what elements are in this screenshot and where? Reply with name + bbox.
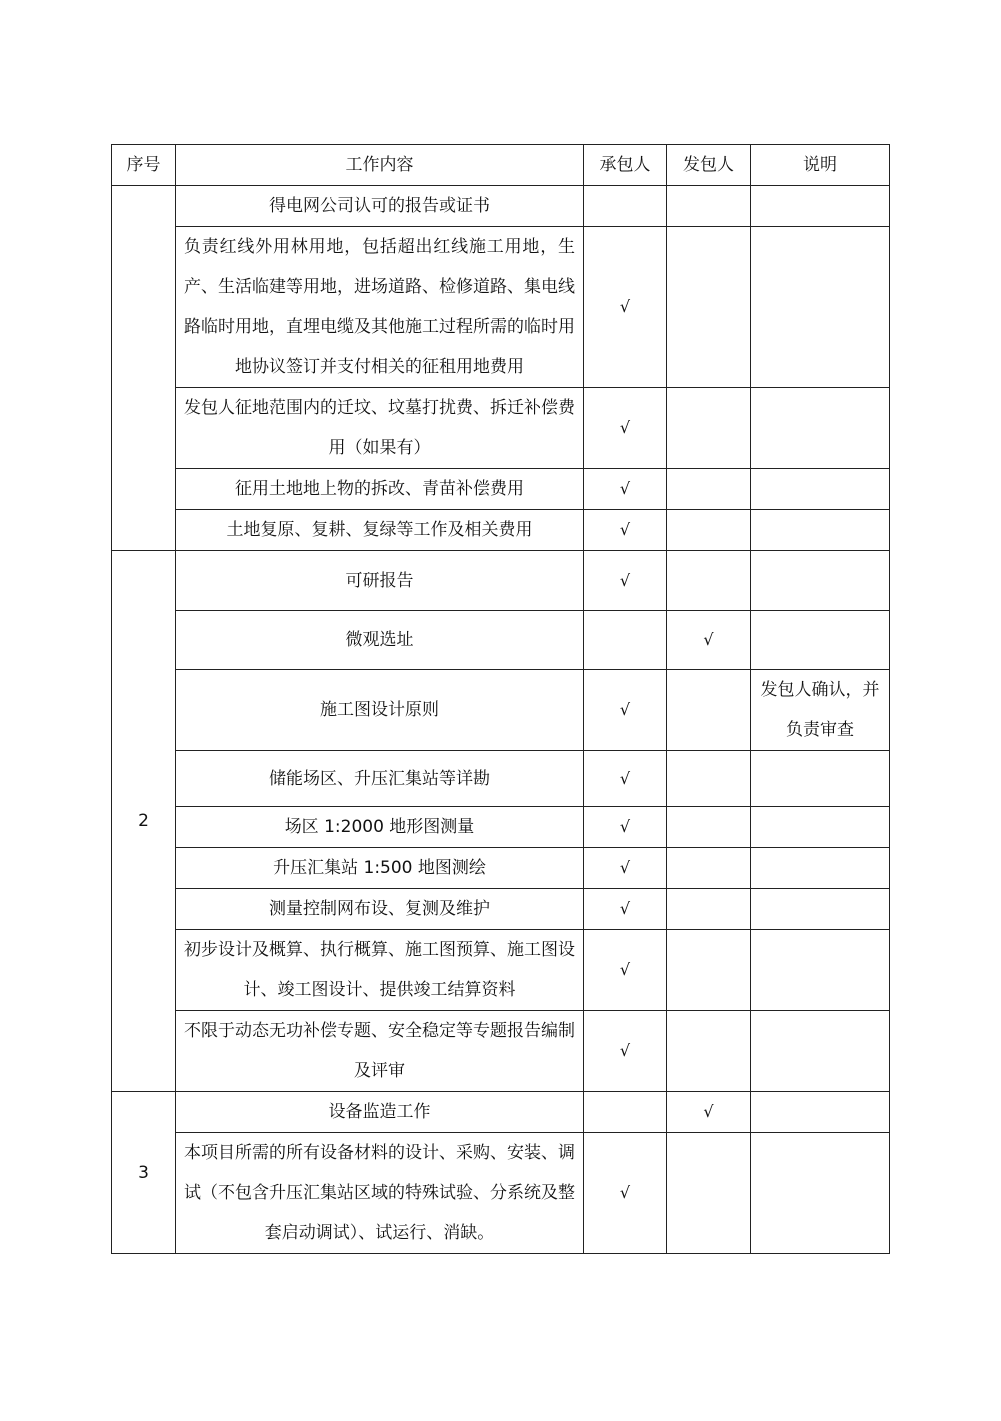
work-content-cell: 设备监造工作 [176, 1092, 584, 1133]
contractor-mark-cell: √ [584, 889, 667, 930]
work-content-cell: 微观选址 [176, 611, 584, 670]
work-content-cell: 不限于动态无功补偿专题、安全稳定等专题报告编制及评审 [176, 1011, 584, 1092]
employer-mark-cell [667, 807, 751, 848]
table-row [112, 227, 890, 388]
contractor-mark-cell: √ [584, 848, 667, 889]
contractor-mark-cell: √ [584, 510, 667, 551]
note-cell [751, 807, 890, 848]
contractor-mark-cell: √ [584, 388, 667, 469]
note-cell: 发包人确认，并负责审查 [751, 670, 890, 751]
work-content-cell: 负责红线外用林用地，包括超出红线施工用地，生产、生活临建等用地，进场道路、检修道路、集电线路临时用地，直埋电缆及其他施工过程所需的临时用地协议签订并支付相关的征租用地费用 [176, 227, 584, 388]
work-content-cell: 可研报告 [176, 551, 584, 611]
employer-mark-cell [667, 551, 751, 611]
table-row [112, 510, 890, 551]
employer-mark-cell [667, 1133, 751, 1254]
work-content-cell: 测量控制网布设、复测及维护 [176, 889, 584, 930]
contractor-mark-cell: √ [584, 551, 667, 611]
employer-mark-cell [667, 186, 751, 227]
work-content-cell: 发包人征地范围内的迁坟、坟墓打扰费、拆迁补偿费用（如果有） [176, 388, 584, 469]
note-cell [751, 889, 890, 930]
header-employer: 发包人 [667, 145, 751, 186]
employer-mark-cell [667, 848, 751, 889]
employer-mark-cell: √ [667, 1092, 751, 1133]
note-cell [751, 848, 890, 889]
contractor-mark-cell: √ [584, 930, 667, 1011]
employer-mark-cell [667, 510, 751, 551]
employer-mark-cell: √ [667, 611, 751, 670]
employer-mark-cell [667, 889, 751, 930]
contractor-mark-cell [584, 1092, 667, 1133]
note-cell [751, 611, 890, 670]
contractor-mark-cell [584, 186, 667, 227]
table-row [112, 848, 890, 889]
employer-mark-cell [667, 670, 751, 751]
contractor-mark-cell: √ [584, 1011, 667, 1092]
note-cell [751, 388, 890, 469]
group-number-cell: 3 [112, 1092, 176, 1254]
table-row [112, 551, 890, 611]
employer-mark-cell [667, 751, 751, 807]
contractor-mark-cell: √ [584, 469, 667, 510]
note-cell [751, 186, 890, 227]
work-content-cell: 得电网公司认可的报告或证书 [176, 186, 584, 227]
employer-mark-cell [667, 469, 751, 510]
table-row [112, 388, 890, 469]
employer-mark-cell [667, 930, 751, 1011]
contractor-mark-cell: √ [584, 751, 667, 807]
table-row [112, 751, 890, 807]
note-cell [751, 1011, 890, 1092]
note-cell [751, 510, 890, 551]
note-cell [751, 227, 890, 388]
header-row [112, 145, 890, 186]
table-row [112, 930, 890, 1011]
group-number-cell: 2 [112, 551, 176, 1092]
contractor-mark-cell: √ [584, 670, 667, 751]
employer-mark-cell [667, 227, 751, 388]
work-content-cell: 征用土地地上物的拆改、青苗补偿费用 [176, 469, 584, 510]
table-row [112, 670, 890, 751]
header-note: 说明 [751, 145, 890, 186]
employer-mark-cell [667, 388, 751, 469]
contractor-mark-cell [584, 611, 667, 670]
work-scope-table [111, 144, 890, 1254]
note-cell [751, 930, 890, 1011]
note-cell [751, 551, 890, 611]
header-content: 工作内容 [176, 145, 584, 186]
table-row [112, 1011, 890, 1092]
work-content-cell: 场区 1:2000 地形图测量 [176, 807, 584, 848]
contractor-mark-cell: √ [584, 1133, 667, 1254]
work-content-cell: 储能场区、升压汇集站等详勘 [176, 751, 584, 807]
group-number-cell [112, 186, 176, 551]
contractor-mark-cell: √ [584, 807, 667, 848]
work-content-cell: 升压汇集站 1:500 地图测绘 [176, 848, 584, 889]
header-no: 序号 [112, 145, 176, 186]
work-content-cell: 初步设计及概算、执行概算、施工图预算、施工图设计、竣工图设计、提供竣工结算资料 [176, 930, 584, 1011]
note-cell [751, 1133, 890, 1254]
note-cell [751, 469, 890, 510]
table-row [112, 1133, 890, 1254]
note-cell [751, 751, 890, 807]
table-row [112, 469, 890, 510]
note-cell [751, 1092, 890, 1133]
table-row [112, 807, 890, 848]
work-content-cell: 施工图设计原则 [176, 670, 584, 751]
work-content-cell: 土地复原、复耕、复绿等工作及相关费用 [176, 510, 584, 551]
header-contractor: 承包人 [584, 145, 667, 186]
work-content-cell: 本项目所需的所有设备材料的设计、采购、安装、调试（不包含升压汇集站区域的特殊试验、分系统及整套启动调试）、试运行、消缺。 [176, 1133, 584, 1254]
table-row [112, 889, 890, 930]
table-row [112, 611, 890, 670]
table-row [112, 1092, 890, 1133]
contractor-mark-cell: √ [584, 227, 667, 388]
table-row [112, 186, 890, 227]
employer-mark-cell [667, 1011, 751, 1092]
